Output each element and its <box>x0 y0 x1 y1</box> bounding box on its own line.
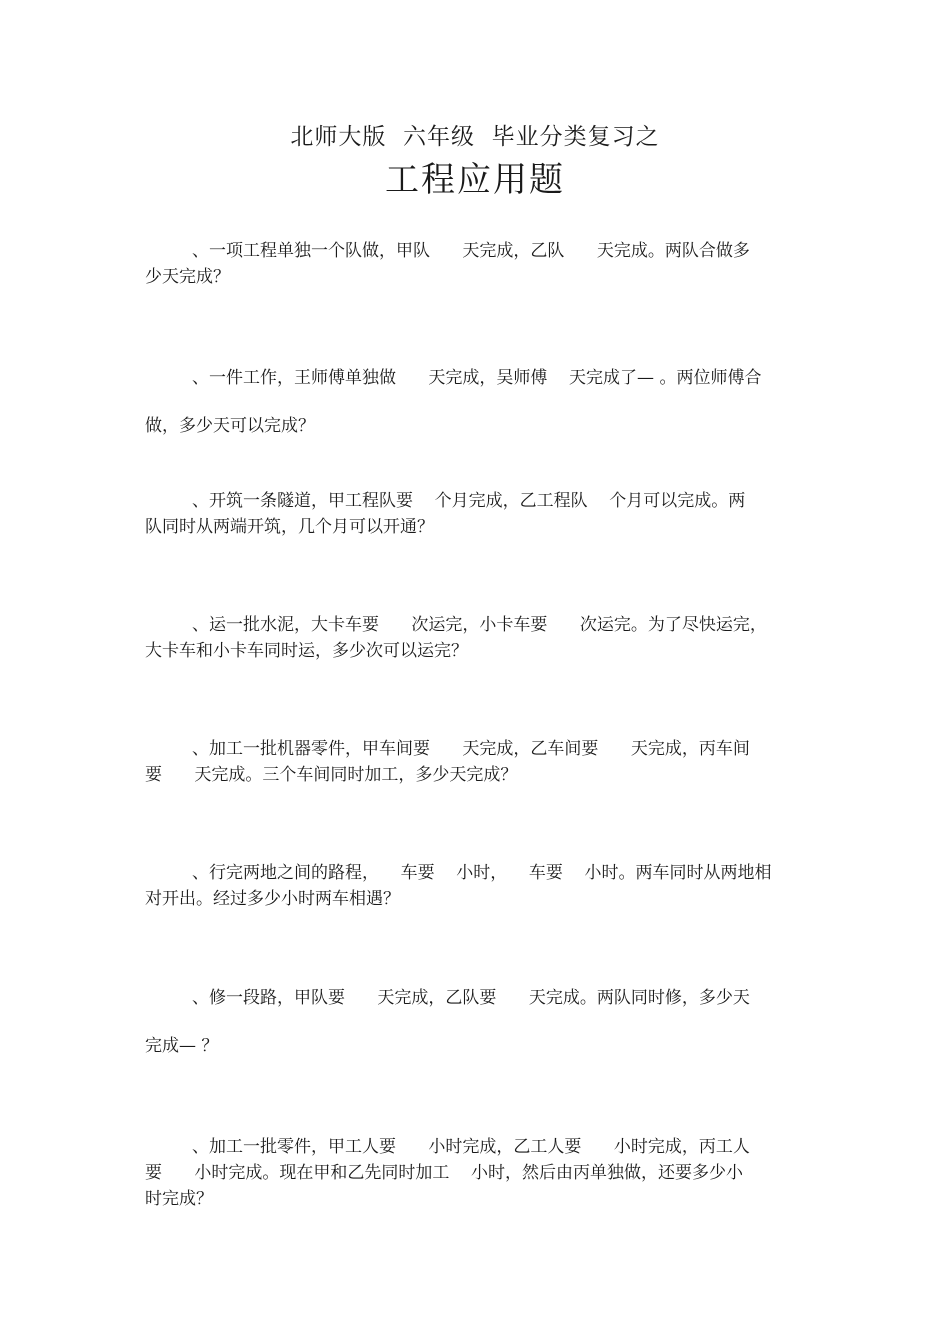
problem-7-line-1: 、修一段路，甲队要 天完成，乙队要 天完成。两队同时修，多少天 <box>192 988 750 1008</box>
document-subtitle: 北师大版 六年级 毕业分类复习之 <box>290 124 660 150</box>
problem-4 <box>145 612 810 664</box>
problem-5-line-1: 、加工一批机器零件，甲车间要 天完成，乙车间要 天完成，丙车间 <box>192 739 750 759</box>
problem-3-line-1: 、开筑一条隧道，甲工程队要 个月完成，乙工程队 个月可以完成。两 <box>192 491 746 511</box>
problem-6 <box>145 860 810 912</box>
problem-1-line-1: 、一项工程单独一个队做，甲队 天完成，乙队 天完成。两队合做多 <box>192 241 750 261</box>
problem-3 <box>145 488 810 540</box>
problem-6-line-2: 对开出。经过多少小时两车相遇？ <box>145 889 400 909</box>
problem-3-line-2: 队同时从两端开筑，几个月可以开通？ <box>145 517 434 537</box>
problem-8-line-3: 时完成？ <box>145 1189 213 1209</box>
problem-6-line-1: 、行完两地之间的路程， 车要 小时， 车要 小时。两车同时从两地相 <box>192 863 772 883</box>
problem-4-line-1: 、运一批水泥，大卡车要 次运完，小卡车要 次运完。为了尽快运完， <box>192 615 767 635</box>
problem-1-line-2: 少天完成？ <box>145 267 230 287</box>
problem-8-line-2: 要 小时完成。现在甲和乙先同时加工 小时，然后由丙单独做，还要多少小 <box>145 1163 744 1183</box>
problem-7 <box>145 985 810 1059</box>
problem-2-line-1: 、一件工作，王师傅单独做 天完成，吴师傅 天完成了— 。两位师傅合 <box>192 368 762 388</box>
problem-8-line-1: 、加工一批零件，甲工人要 小时完成，乙工人要 小时完成，丙工人 <box>192 1137 750 1157</box>
problem-7-line-2: 完成— ？ <box>145 1036 219 1056</box>
problem-1 <box>145 238 810 290</box>
problem-5 <box>145 736 810 788</box>
document-title: 工程应用题 <box>385 160 565 200</box>
problem-2-line-2: 做，多少天可以完成？ <box>145 416 315 436</box>
problem-2 <box>145 365 810 439</box>
problem-4-line-2: 大卡车和小卡车同时运，多少次可以运完？ <box>145 641 468 661</box>
problem-8 <box>145 1134 810 1212</box>
problem-5-line-2: 要 天完成。三个车间同时加工，多少天完成？ <box>145 765 518 785</box>
